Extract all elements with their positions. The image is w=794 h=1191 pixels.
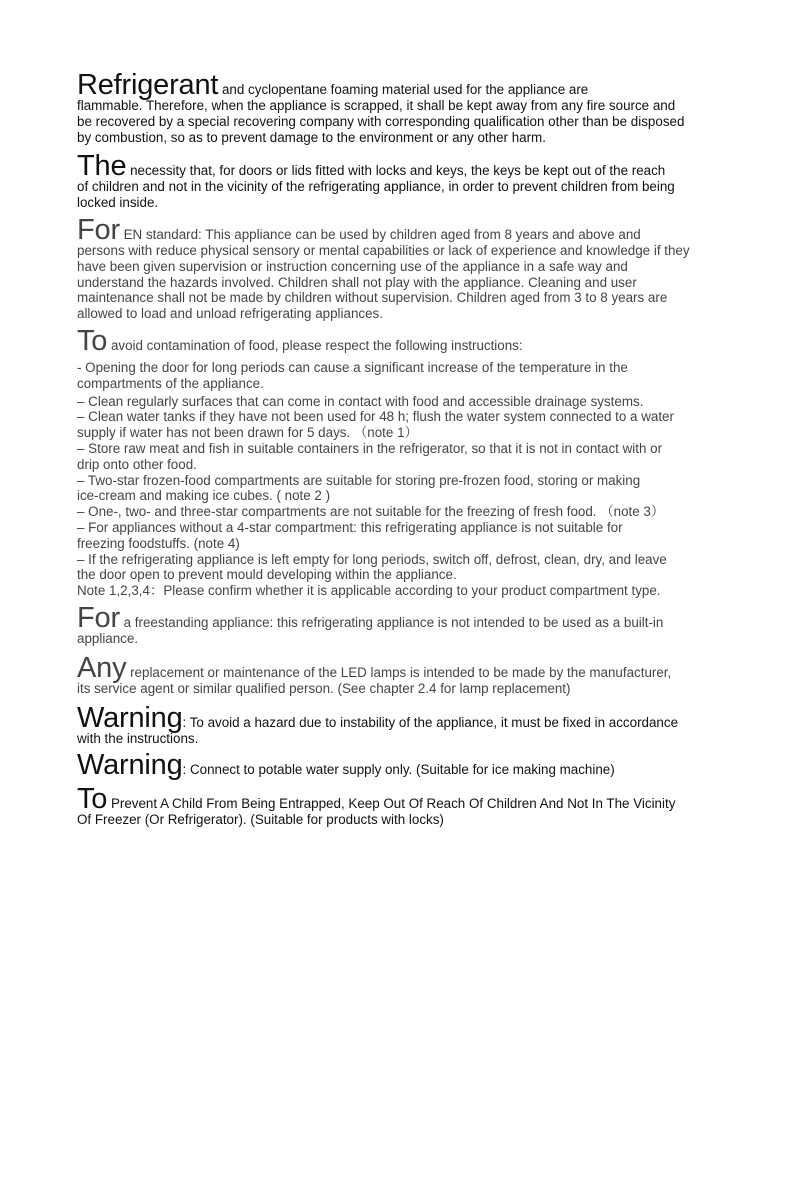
- paragraph-lead: To: [77, 324, 108, 357]
- paragraph-text: EN standard: This appliance can be used by children aged from 8 years and above and persons with reduce physical sensory or mental capabilities or lack of experience and knowledge if they have been given supervision or instruction concerning use of the appliance in a safe way and understand the hazards involved. Children shall not play with the appliance. Cleaning and user maintenance shall not be made by children without supervision. Children aged from 3 to 8 years are allowed to load and unload refrigerating appliances.: [77, 226, 690, 322]
- paragraph-lead: For: [77, 601, 120, 634]
- list-item: – Store raw meat and fish in suitable containers in the refrigerator, so that it is not in contact with or drip onto other food.: [77, 440, 663, 472]
- paragraph-text: : To avoid a hazard due to instability of the appliance, it must be fixed in accordance with the instructions.: [77, 714, 679, 746]
- led-lamp-paragraph: [77, 651, 722, 697]
- refrigerant-paragraph: [77, 69, 722, 145]
- paragraph-lead: For: [77, 213, 120, 246]
- paragraph-text: : Connect to potable water supply only. (Suitable for ice making machine): [182, 762, 615, 778]
- paragraph-lead: Any: [77, 651, 127, 684]
- warning-instability-paragraph: [77, 701, 722, 747]
- paragraph-lead: Warning: [77, 749, 183, 782]
- child-entrapment-paragraph: [77, 783, 722, 828]
- paragraph-text: and cyclopentane foaming material used for the appliance are flammable. Therefore, when the appliance is scrapped, it shall be kept away from any fire source and be recovered by a special recovering company with corresponding qualification other than be disposed by combustion, so as to prevent damage to the environment or any other harm.: [77, 82, 685, 145]
- freestanding-paragraph: [77, 601, 722, 647]
- paragraph-lead: The: [77, 150, 127, 183]
- list-item: – For appliances without a 4-star compartment: this refrigerating appliance is not suitable for freezing foodstuffs. (note 4): [77, 519, 623, 551]
- list-item: - Opening the door for long periods can cause a significant increase of the temperature in the compartments of the appliance.: [77, 359, 628, 391]
- paragraph-lead: To: [77, 783, 108, 816]
- list-item: – Clean water tanks if they have not been used for 48 h; flush the water system connected to a water supply if water has not been drawn for 5 days. （note 1）: [77, 409, 674, 441]
- paragraph-text: a freestanding appliance: this refrigerating appliance is not intended to be used as a built-in appliance.: [77, 614, 664, 646]
- paragraph-lead: Warning: [77, 701, 183, 734]
- list-item: – If the refrigerating appliance is left empty for long periods, switch off, defrost, clean, dry, and leave the door open to prevent mould developing within the appliance.: [77, 551, 667, 583]
- list-item: – One-, two- and three-star compartments are not suitable for the freezing of fresh food. （note 3）: [77, 504, 665, 520]
- document-page: [77, 69, 722, 828]
- list-item: – Clean regularly surfaces that can come in contact with food and accessible drainage systems.: [77, 393, 644, 409]
- paragraph-text: Prevent A Child From Being Entrapped, Keep Out Of Reach Of Children And Not In The Vicinity Of Freezer (Or Refrigerator). (Suitable for products with locks): [77, 796, 676, 828]
- instruction-list: [77, 360, 722, 599]
- paragraph-text: necessity that, for doors or lids fitted with locks and keys, the keys be kept out of the reach of children and not in the vicinity of the refrigerating appliance, in order to prevent children from being locked inside.: [77, 163, 675, 211]
- paragraph-text: replacement or maintenance of the LED lamps is intended to be made by the manufacturer, its service agent or similar qualified person. (See chapter 2.4 for lamp replacement): [77, 664, 672, 696]
- paragraph-text: avoid contamination of food, please respect the following instructions:: [107, 337, 523, 353]
- contamination-paragraph: [77, 324, 722, 357]
- list-item: Note 1,2,3,4：Please confirm whether it is applicable according to your product compartment type.: [77, 583, 661, 599]
- keys-paragraph: [77, 150, 722, 211]
- paragraph-lead: Refrigerant: [77, 69, 219, 101]
- list-item: – Two-star frozen-food compartments are suitable for storing pre-frozen food, storing or making ice-cream and making ice cubes. ( note 2 ): [77, 472, 641, 504]
- warning-water-paragraph: [77, 749, 722, 782]
- en-standard-paragraph: [77, 213, 722, 322]
